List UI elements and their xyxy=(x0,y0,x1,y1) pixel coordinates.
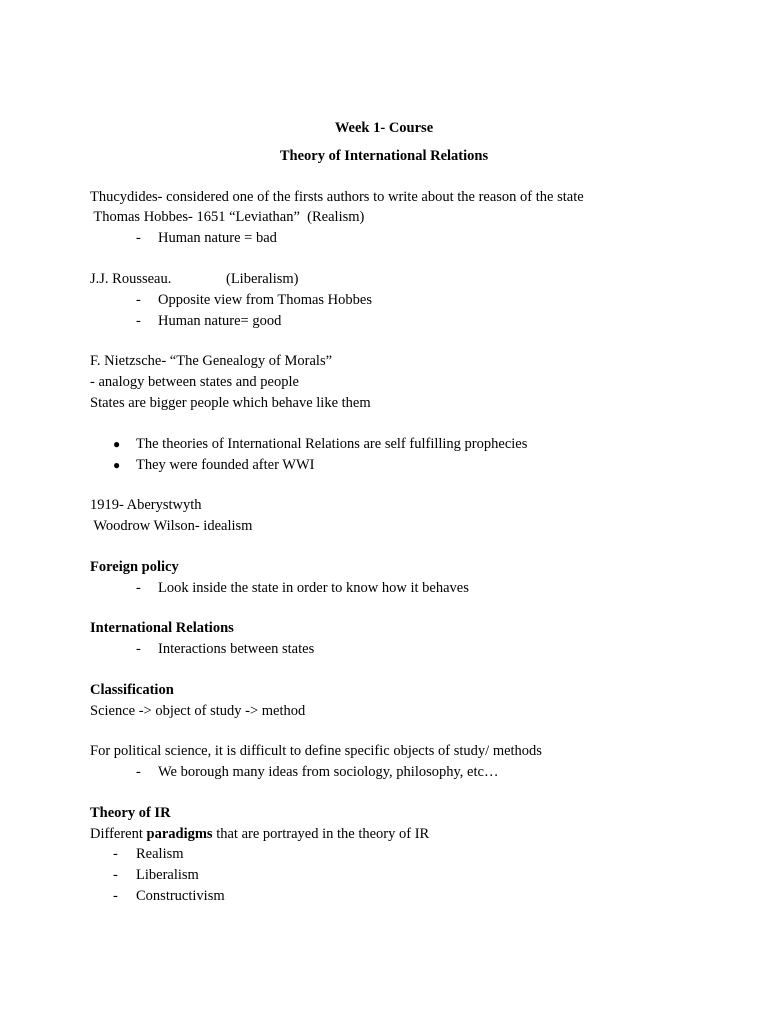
list-dash: - xyxy=(113,846,118,862)
states-line: States are bigger people which behave like them xyxy=(90,395,371,411)
analogy-line: - analogy between states and people xyxy=(90,374,299,390)
nietzsche-line: F. Nietzsche- “The Genealogy of Morals” xyxy=(90,353,333,369)
foreign-policy-heading: Foreign policy xyxy=(90,559,179,575)
aberystwyth-line: 1919- Aberystwyth xyxy=(90,497,202,513)
wilson-line: Woodrow Wilson- idealism xyxy=(90,518,253,534)
paradigms-bold: paradigms xyxy=(146,826,213,842)
ir-heading: International Relations xyxy=(90,620,234,636)
list-item: Look inside the state in order to know how it behaves xyxy=(158,580,469,596)
list-item: Human nature= good xyxy=(158,313,282,329)
list-dash: - xyxy=(136,764,141,780)
bullet-item: The theories of International Relations are self fulfilling prophecies xyxy=(136,436,528,452)
polisci-text: For political science, it is difficult to define specific objects of study/ methods xyxy=(90,743,542,759)
list-dash: - xyxy=(113,888,118,904)
list-item: Interactions between states xyxy=(158,641,315,657)
title-course: Theory of International Relations xyxy=(279,148,489,164)
list-dash: - xyxy=(136,580,141,596)
list-item: Opposite view from Thomas Hobbes xyxy=(158,292,372,308)
bullet-dot: ● xyxy=(113,458,121,472)
rousseau-name: J.J. Rousseau. xyxy=(90,271,172,287)
list-dash: - xyxy=(136,313,141,329)
list-dash: - xyxy=(136,292,141,308)
list-item: Liberalism xyxy=(136,867,199,883)
classification-heading: Classification xyxy=(90,682,174,698)
list-item: We borough many ideas from sociology, philosophy, etc… xyxy=(158,764,499,780)
hobbes-line: Thomas Hobbes- 1651 “Leviathan” (Realism) xyxy=(90,209,365,225)
list-item: Constructivism xyxy=(136,888,225,904)
list-dash: - xyxy=(136,230,141,246)
list-item: Realism xyxy=(136,846,184,862)
paradigms-pre: Different xyxy=(90,826,147,842)
classification-text: Science -> object of study -> method xyxy=(90,703,306,719)
thucydides-line: Thucydides- considered one of the firsts authors to write about the reason of the state xyxy=(90,189,584,205)
bullet-item: They were founded after WWI xyxy=(136,457,315,473)
paradigms-line xyxy=(90,826,429,843)
bullet-dot: ● xyxy=(113,437,121,451)
list-dash: - xyxy=(136,641,141,657)
theory-heading: Theory of IR xyxy=(90,805,171,821)
paradigms-post: that are portrayed in the theory of IR xyxy=(212,826,430,842)
list-item: Human nature = bad xyxy=(158,230,277,246)
rousseau-school: (Liberalism) xyxy=(226,271,299,287)
list-dash: - xyxy=(113,867,118,883)
title-week: Week 1- Course xyxy=(334,120,434,136)
